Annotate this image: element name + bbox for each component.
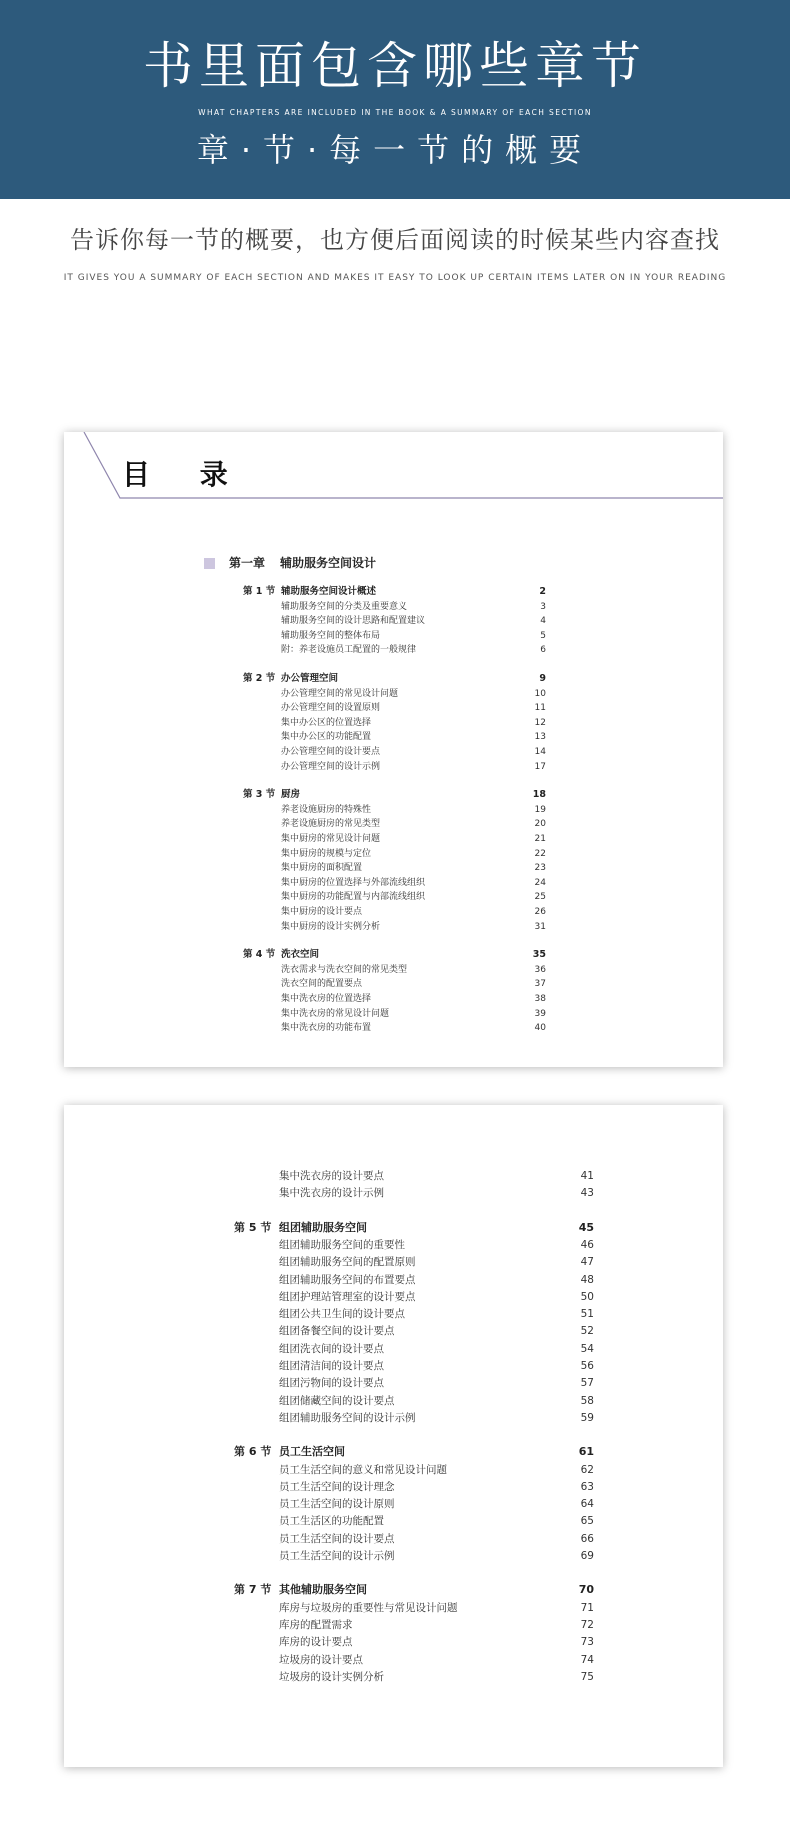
toc-section-title: 办公管理空间 [281,673,339,684]
toc-item [64,600,723,615]
toc-item-page: 72 [580,1618,594,1631]
toc-item-title: 组团辅助服务空间的配置原则 [279,1256,416,1269]
toc-item-title: 组团辅助服务空间的重要性 [279,1238,405,1251]
toc-item [64,1600,723,1617]
header-subtitle: 章·节·每一节的概要 [196,131,594,169]
toc-item-title: 组团辅助服务空间的设计示例 [279,1411,416,1424]
toc-item-page: 40 [534,1023,546,1034]
toc-item-page: 14 [534,747,546,757]
toc-item [64,861,723,876]
toc-section-title: 员工生活空间 [279,1445,345,1459]
toc-item-title: 养老设施厨房的常见类型 [281,819,381,830]
toc-item [64,1375,723,1392]
toc-item-page: 36 [534,964,546,975]
toc-item [64,847,723,862]
toc-item [64,1462,723,1479]
toc-item-page: 38 [534,994,546,1004]
toc-section-page: 61 [578,1445,594,1459]
toc-item-page: 25 [534,892,546,903]
toc-item-title: 办公管理空间的常见设计问题 [281,688,399,699]
toc-item [64,817,723,832]
toc-item-page: 71 [580,1601,594,1614]
toc-item-title: 集中洗衣房的常见设计问题 [281,1008,390,1019]
toc-section-page: 70 [578,1583,594,1597]
toc-section [64,585,723,600]
toc-section-number: 第 4 节 [243,949,276,961]
toc-item-title: 组团备餐空间的设计要点 [279,1325,395,1338]
toc-item-title: 办公管理空间的设置原则 [281,703,381,714]
toc-section [64,1220,723,1237]
toc-section-title: 洗衣空间 [281,949,320,961]
toc-item-title: 集中厨房的位置选择与外部流线组织 [281,877,426,888]
toc-item [64,1496,723,1513]
toc-item [64,1254,723,1271]
toc-section [64,788,723,803]
toc-section-number: 第 7 节 [234,1583,272,1597]
toc-item-page: 39 [534,1008,546,1019]
toc-item-title: 集中洗衣房的位置选择 [281,994,372,1004]
toc-item [64,905,723,920]
toc-item-title: 组团储藏空间的设计要点 [279,1394,395,1407]
toc-section-title: 组团辅助服务空间 [279,1220,367,1234]
toc-item-title: 员工生活空间的设计示例 [279,1550,395,1562]
toc-item-title: 集中厨房的面积配置 [281,863,363,874]
toc-item [64,1669,723,1686]
toc-item-title: 员工生活空间的意义和常见设计问题 [279,1463,447,1476]
toc-item [64,687,723,702]
tagline-en: IT GIVES YOU A SUMMARY OF EACH SECTION AND MAKES IT EASY TO LOOK UP CERTAIN ITEMS LATER ON IN YOUR READING [63,273,727,283]
toc-section [64,1582,723,1599]
toc-item [64,992,723,1007]
toc-item-page: 21 [534,834,546,844]
toc-item-page: 24 [534,877,546,888]
toc-section-title: 其他辅助服务空间 [279,1583,367,1597]
toc-item [64,1358,723,1375]
toc-item-page: 31 [534,921,546,932]
toc-item-title: 集中厨房的功能配置与内部流线组织 [281,892,426,903]
toc-item [64,890,723,905]
toc-item-title: 组团护理站管理室的设计要点 [279,1290,416,1303]
toc-item-page: 17 [534,761,546,772]
toc-item [64,977,723,992]
toc-item-title: 组团辅助服务空间的布置要点 [279,1273,416,1286]
header-subtitle-en: WHAT CHAPTERS ARE INCLUDED IN THE BOOK & A SUMMARY OF EACH SECTION [198,108,592,117]
toc-item-page: 56 [580,1360,594,1372]
toc-item [64,963,723,978]
toc-item [64,1531,723,1548]
toc-item [64,1410,723,1427]
toc-item-page: 64 [580,1498,594,1511]
toc-item-page: 57 [580,1377,594,1390]
toc-title: 目 录 [122,458,248,491]
toc-item-title: 库房的设计要点 [279,1636,353,1649]
toc-item-page: 19 [534,804,546,815]
toc-item [64,1652,723,1669]
toc-item [64,920,723,935]
toc-item-page: 48 [580,1273,594,1286]
toc-item [64,1479,723,1496]
toc-section [64,672,723,687]
toc-item [64,1168,723,1185]
toc-item-page: 65 [580,1515,594,1528]
toc-item [64,614,723,629]
toc-item-page: 43 [580,1187,594,1200]
toc-item-page: 52 [580,1325,594,1338]
toc-item [64,1341,723,1358]
toc-item-title: 集中洗衣房的功能布置 [281,1023,372,1034]
toc-item-page: 23 [534,863,546,874]
toc-section-title: 厨房 [281,789,301,801]
toc-item-page: 59 [580,1411,594,1424]
toc-item-title: 办公管理空间的设计要点 [281,747,381,757]
toc-item [64,1021,723,1036]
toc-item-page: 12 [534,717,546,728]
toc-item-page: 37 [534,979,546,990]
toc-item-page: 51 [580,1308,594,1321]
toc-item [64,730,723,745]
toc-item [64,1617,723,1634]
toc-item-title: 集中厨房的常见设计问题 [281,834,381,844]
toc-item-title: 集中洗衣房的设计要点 [279,1170,384,1182]
toc-section-page: 9 [539,673,546,684]
toc-item-title: 附：养老设施员工配置的一般规律 [281,645,417,656]
toc-page-1 [64,432,723,1067]
toc-item [64,1634,723,1651]
toc-item-page: 73 [580,1636,594,1649]
toc-item [64,1548,723,1565]
toc-item-title: 集中办公区的功能配置 [281,732,372,743]
toc-item-page: 74 [580,1653,594,1666]
tagline: 告诉你每一节的概要，也方便后面阅读的时候某些内容查找 [70,226,720,254]
toc-item-page: 5 [540,630,546,641]
toc-section-number: 第 3 节 [243,789,276,801]
toc-item-title: 集中洗衣房的设计示例 [279,1187,384,1200]
toc-item-page: 13 [534,732,546,743]
toc-item-page: 46 [580,1238,594,1251]
toc-item-page: 3 [540,601,546,612]
toc-section [64,1444,723,1461]
toc-item-page: 11 [534,703,546,714]
toc-section-page: 2 [539,586,546,597]
toc-item-title: 员工生活空间的设计理念 [279,1480,395,1493]
chapter-number: 第一章 [229,556,266,570]
toc-item-page: 6 [540,645,546,656]
chapter-name: 辅助服务空间设计 [280,556,377,570]
toc-item-title: 辅助服务空间的分类及重要意义 [281,601,408,612]
toc-section-number: 第 2 节 [243,673,276,684]
toc-item-page: 41 [580,1170,594,1182]
toc-section-title: 辅助服务空间设计概述 [281,586,377,597]
toc-section-page: 35 [532,949,546,961]
toc-item-title: 库房与垃圾房的重要性与常见设计问题 [279,1601,458,1614]
toc-section-page: 18 [532,789,546,801]
toc-item [64,716,723,731]
toc-item-title: 办公管理空间的设计示例 [281,761,381,772]
toc-item-title: 辅助服务空间的设计思路和配置建议 [281,616,426,627]
toc-page-2 [64,1105,723,1767]
toc-item [64,1393,723,1410]
toc-item-page: 54 [580,1342,594,1355]
toc-item [64,1272,723,1289]
toc-item-page: 63 [580,1480,594,1493]
toc-item-page: 50 [580,1290,594,1303]
toc-item [64,832,723,847]
toc-item [64,643,723,658]
toc-item-title: 集中办公区的位置选择 [281,717,372,728]
toc-item [64,1185,723,1202]
toc-item [64,760,723,775]
toc-item-page: 62 [580,1463,594,1476]
toc-item-title: 集中厨房的设计要点 [281,907,363,917]
toc-item-page: 4 [540,616,546,627]
toc-item-title: 垃圾房的设计实例分析 [279,1670,384,1683]
toc-item-page: 20 [534,819,546,830]
toc-item [64,1306,723,1323]
toc-section-number: 第 1 节 [243,586,276,597]
toc-item-page: 47 [580,1256,594,1269]
toc-item-title: 员工生活区的功能配置 [279,1515,384,1528]
toc-item-title: 组团公共卫生间的设计要点 [279,1308,405,1321]
toc-item [64,1007,723,1022]
toc-item [64,1289,723,1306]
toc-item [64,1237,723,1254]
toc-item-page: 75 [580,1670,594,1683]
toc-item-title: 集中厨房的规模与定位 [281,848,372,859]
header-banner [0,0,790,199]
toc-item [64,1513,723,1530]
toc-section-number: 第 6 节 [234,1445,272,1459]
toc-item-page: 66 [580,1532,594,1545]
toc-item [64,1323,723,1340]
toc-item-page: 58 [580,1394,594,1407]
toc-item [64,701,723,716]
toc-item-title: 库房的配置需求 [279,1618,353,1631]
toc-item-title: 洗衣空间的配置要点 [281,979,363,990]
toc-item [64,803,723,818]
toc-item-title: 辅助服务空间的整体布局 [281,630,381,641]
toc-item-page: 26 [534,907,546,917]
toc-item [64,629,723,644]
chapter-marker [204,558,215,569]
toc-item-title: 组团污物间的设计要点 [279,1377,384,1390]
header-title: 书里面包含哪些章节 [143,37,647,95]
toc-item-title: 员工生活空间的设计要点 [279,1532,395,1545]
toc-item-page: 10 [534,688,546,699]
toc-item-title: 组团清洁间的设计要点 [279,1360,384,1372]
toc-item-title: 洗衣需求与洗衣空间的常见类型 [281,964,408,975]
toc-item-title: 垃圾房的设计要点 [279,1653,363,1666]
toc-item-title: 组团洗衣间的设计要点 [279,1342,384,1355]
toc-item-title: 集中厨房的设计实例分析 [281,921,381,932]
toc-section [64,948,723,963]
toc-section-page: 45 [578,1220,594,1234]
toc-item-page: 69 [580,1550,594,1562]
toc-section-number: 第 5 节 [234,1220,272,1234]
toc-item-title: 养老设施厨房的特殊性 [281,804,372,815]
toc-item-page: 22 [534,848,546,859]
toc-item [64,745,723,760]
toc-item-title: 员工生活空间的设计原则 [279,1498,395,1511]
toc-item [64,876,723,891]
